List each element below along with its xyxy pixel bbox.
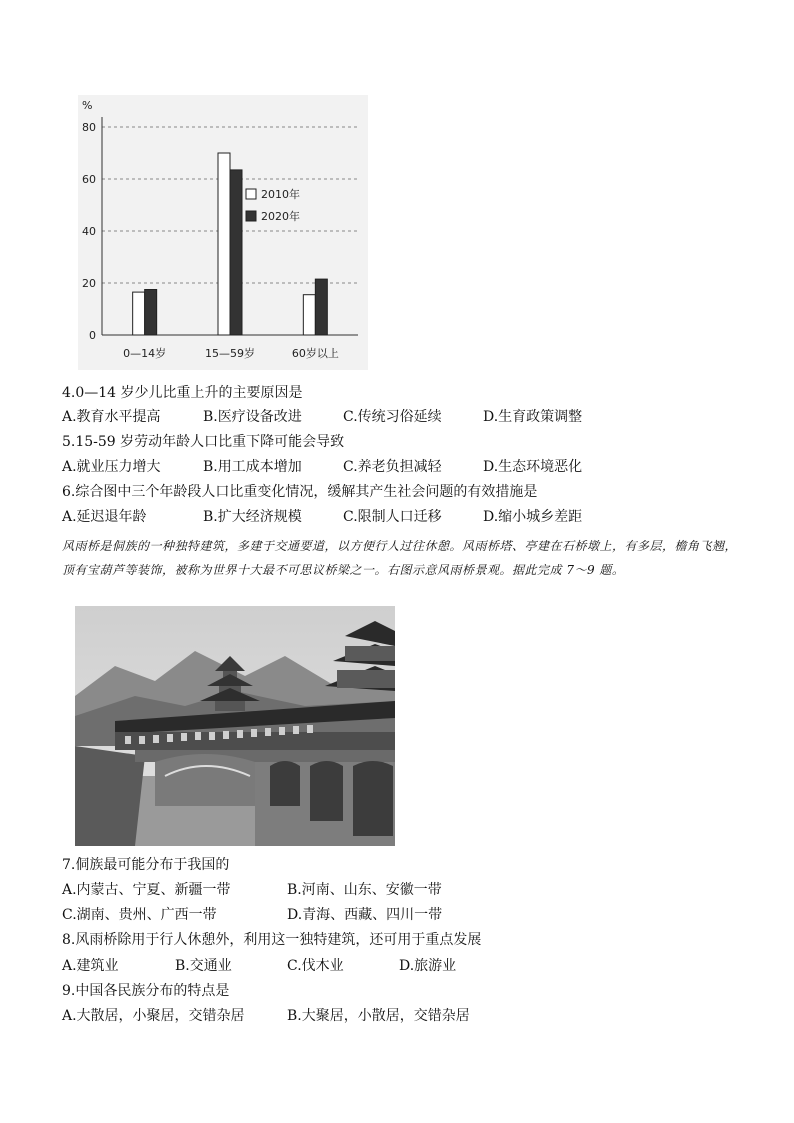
q4-option-d[interactable]: D.生育政策调整 [483,409,583,425]
y-tick-label-0: 0 [89,329,96,342]
x-tick-label-1: 15—59岁 [205,347,255,360]
q5-option-d[interactable]: D.生态环境恶化 [483,459,583,475]
q5-option-c[interactable]: C.养老负担减轻 [343,459,442,475]
legend-swatch-0 [246,189,256,199]
q5-option-b[interactable]: B.用工成本增加 [203,459,302,475]
q4-option-c[interactable]: C.传统习俗延续 [343,409,442,425]
q6-option-b[interactable]: B.扩大经济规模 [203,509,302,525]
x-tick-label-2: 60岁以上 [291,347,339,360]
q4-option-a[interactable]: A.教育水平提高 [62,409,161,425]
bar-1-0 [218,153,230,335]
q9-option-a[interactable]: A.大散居，小聚居，交错杂居 [62,1008,245,1024]
question-7: 7.侗族最可能分布于我国的 [62,857,230,873]
y-axis-unit-label: % [82,99,93,112]
q6-option-a[interactable]: A.延迟退年龄 [62,509,147,525]
q4-option-b[interactable]: B.医疗设备改进 [203,409,302,425]
bar-0-1 [145,290,157,336]
y-tick-label-60: 60 [82,173,96,186]
question-8: 8.风雨桥除用于行人休憩外，利用这一独特建筑，还可用于重点发展 [62,932,482,948]
q5-option-a[interactable]: A.就业压力增大 [62,459,161,475]
q8-option-a[interactable]: A.建筑业 [62,958,119,974]
bar-1-1 [230,170,242,335]
bar-2-1 [315,279,327,335]
q7-option-b[interactable]: B.河南、山东、安徽一带 [287,882,442,898]
bridge-illustration [75,606,395,846]
q8-option-b[interactable]: B.交通业 [175,958,232,974]
passage-text: 风雨桥是侗族的一种独特建筑，多建于交通要道，以方便行人过往休憩。风雨桥塔、亭建在石桥墩上，有多层，檐角飞翘，顶有宝葫芦等装饰，被称为世界十大最不可思议桥梁之一。右图示意风雨桥景观。据此完成 7～9 题。 [62,539,738,577]
y-tick-label-80: 80 [82,121,96,134]
question-9: 9.中国各民族分布的特点是 [62,983,230,999]
bar-2-0 [303,295,315,335]
q8-option-c[interactable]: C.伐木业 [287,958,344,974]
x-tick-label-0: 0—14岁 [123,347,167,360]
wind-rain-bridge-photo [75,606,395,846]
q6-option-d[interactable]: D.缩小城乡差距 [483,509,583,525]
bar-0-0 [133,292,145,335]
legend-label-0: 2010年 [261,188,300,201]
legend-label-1: 2020年 [261,210,300,223]
q8-option-d[interactable]: D.旅游业 [399,958,457,974]
chart-svg [78,95,368,370]
q7-option-c[interactable]: C.湖南、贵州、广西一带 [62,907,217,923]
q7-option-a[interactable]: A.内蒙古、宁夏、新疆一带 [62,882,231,898]
question-6: 6.综合图中三个年龄段人口比重变化情况，缓解其产生社会问题的有效措施是 [62,484,538,500]
q9-option-b[interactable]: B.大聚居，小散居，交错杂居 [287,1008,470,1024]
population-bar-chart [78,95,368,370]
q7-option-d[interactable]: D.青海、西藏、四川一带 [287,907,443,923]
y-tick-label-40: 40 [82,225,96,238]
question-4: 4.0—14 岁少儿比重上升的主要原因是 [62,385,303,401]
y-tick-label-20: 20 [82,277,96,290]
q6-option-c[interactable]: C.限制人口迁移 [343,509,442,525]
question-5: 5.15-59 岁劳动年龄人口比重下降可能会导致 [62,434,345,450]
legend-swatch-1 [246,211,256,221]
